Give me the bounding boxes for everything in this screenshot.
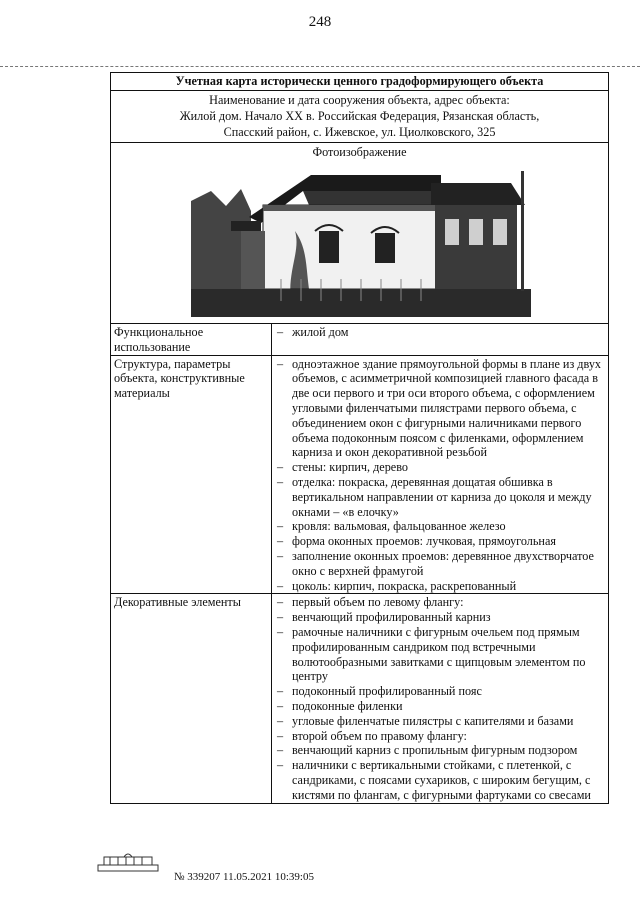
list-item: – первый объем по левому флангу: [272, 595, 608, 610]
object-name-line: Спасский район, с. Ижевское, ул. Циолковского, 325 [223, 125, 496, 139]
attributes-table [111, 324, 608, 803]
record-card [110, 72, 609, 804]
row-content [272, 324, 609, 355]
list-item: – подоконные филенки [272, 699, 608, 714]
row-content [272, 355, 609, 594]
photo-section [111, 143, 608, 324]
object-name-block [111, 91, 608, 143]
object-name-line: Жилой дом. Начало XX в. Российская Федерация, Рязанская область, [179, 109, 540, 123]
house-photo [191, 161, 531, 317]
list-item: – стены: кирпич, дерево [272, 460, 608, 475]
list-item: – отделка: покраска, деревянная дощатая обшивка в вертикальном направлении от карниза до цоколя и между окнами – «в елочку» [272, 475, 608, 519]
page-number: 248 [308, 14, 332, 30]
photo-label: Фотоизображение [312, 145, 407, 159]
list-item: – форма оконных проемов: лучковая, прямоугольная [272, 534, 608, 549]
logo-stamp-icon [96, 851, 160, 873]
header-divider [0, 66, 640, 67]
list-item: – рамочные наличники с фигурным очельем под прямым профилированным сандриком под встречными волютообразными завитками с щипцовым элементом по центру [272, 625, 608, 684]
list-item: – угловые филенчатые пилястры с капителями и базами [272, 714, 608, 729]
list-item: – наличники с вертикальными стойками, с плетенкой, с сандриками, с поясами сухариков, с широким бегущим, с кистями по флангам, с фигурными фартуками со свесами [272, 758, 608, 802]
list-item: – заполнение оконных проемов: деревянное двухстворчатое окно с верхней фрамугой [272, 549, 608, 579]
list-item: – жилой дом [272, 325, 608, 340]
row-label: Структура, параметры объекта, конструктивные материалы [111, 355, 272, 594]
table-row-functional-use [111, 324, 608, 355]
row-content [272, 594, 609, 803]
object-name-line: Наименование и дата сооружения объекта, адрес объекта: [209, 93, 510, 107]
row-label: Декоративные элементы [111, 594, 272, 803]
list-item: – венчающий карниз с пропильным фигурным подзором [272, 743, 608, 758]
list-item: – одноэтажное здание прямоугольной формы в плане из двух объемов, с асимметричной композицией главного фасада в две оси первого и три оси второго объема, с оформлением угловыми филенчатыми пилястрами первого объема, с объединением окон с фигурными наличниками первого объема подоконным поясом с филенками, оформлением карниза и окон декоративной резьбой [272, 357, 608, 461]
row-label: Функциональное использование [111, 324, 272, 355]
card-title: Учетная карта исторически ценного градоформирующего объекта [111, 73, 608, 91]
list-item: – кровля: вальмовая, фальцованное железо [272, 519, 608, 534]
list-item: – венчающий профилированный карниз [272, 610, 608, 625]
table-row-decorative [111, 594, 608, 803]
list-item: – цоколь: кирпич, покраска, раскрепованный [272, 579, 608, 594]
table-row-structure [111, 355, 608, 594]
list-item: – второй объем по правому флангу: [272, 729, 608, 744]
list-item: – подоконный профилированный пояс [272, 684, 608, 699]
document-registration: № 339207 11.05.2021 10:39:05 [174, 871, 314, 883]
